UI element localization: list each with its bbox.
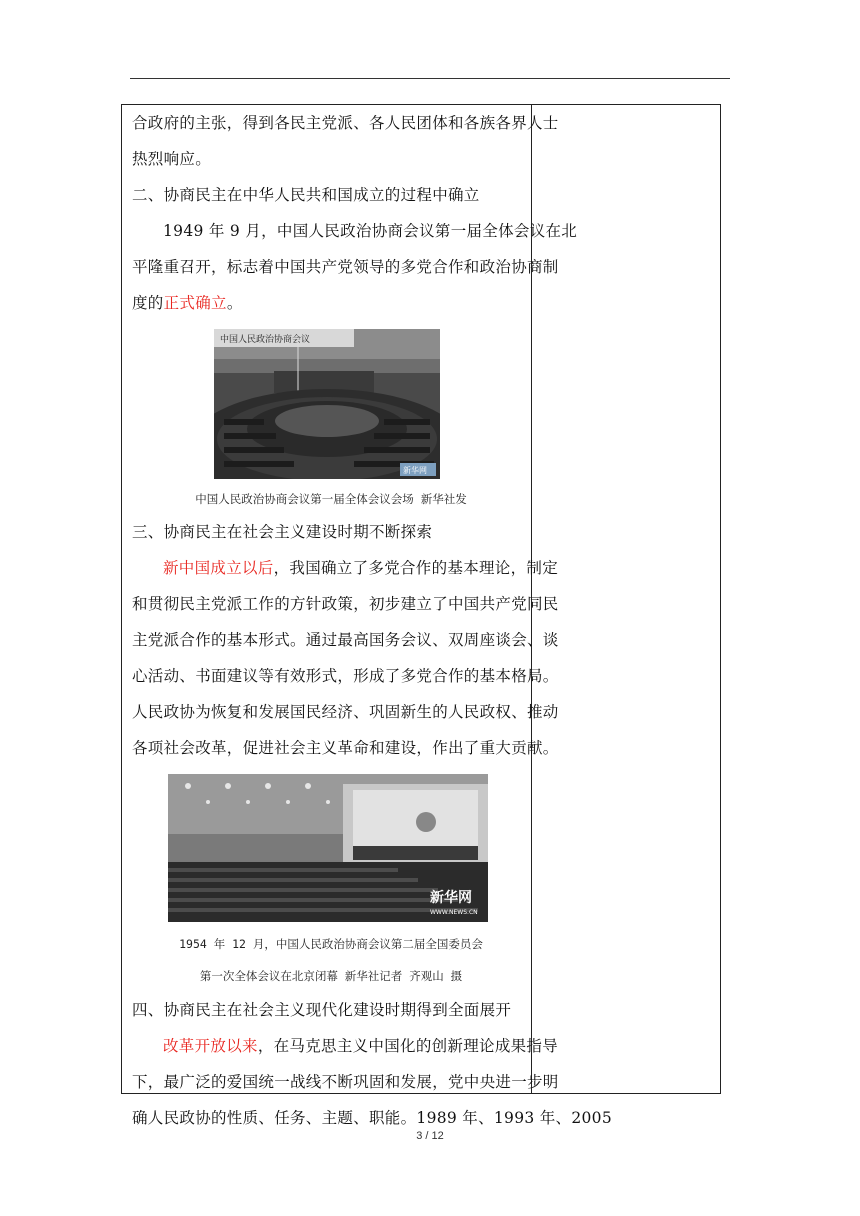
text-segment: 度的 <box>132 294 164 312</box>
photo-watermark: 新华网 <box>430 890 472 906</box>
paragraph-line <box>132 285 530 321</box>
paragraph-line: 各项社会改革，促进社会主义革命和建设，作出了重大贡献。 <box>132 739 559 757</box>
photo-caption-line-1: 1954 年 12 月，中国人民政治协商会议第二届全国委员会 <box>179 937 483 951</box>
paragraph-line <box>132 1028 559 1064</box>
section-heading-4: 四、协商民主在社会主义现代化建设时期得到全面展开 <box>132 1001 512 1019</box>
cppcc-first-session-photo <box>214 329 440 479</box>
text-segment: ，在马克思主义中国化的创新理论成果指导 <box>257 1037 559 1055</box>
photo-caption-line-2: 第一次全体会议在北京闭幕 新华社记者 齐观山 摄 <box>199 969 463 983</box>
paragraph-line: 热烈响应。 <box>132 150 212 168</box>
photo-watermark: 新华网 <box>403 466 427 475</box>
photo-watermark-url: WWW.NEWS.CN <box>430 909 478 916</box>
text-segment: 。 <box>226 294 243 312</box>
paragraph-line: 平隆重召开，标志着中国共产党领导的多党合作和政治协商制 <box>132 258 559 276</box>
paragraph-line: 下，最广泛的爱国统一战线不断巩固和发展，党中央进一步明 <box>132 1073 559 1091</box>
paragraph-line <box>132 550 559 586</box>
document-table <box>121 104 721 1127</box>
paragraph-line: 人民政协为恢复和发展国民经济、巩固新生的人民政权、推动 <box>132 703 559 721</box>
section-heading-3: 三、协商民主在社会主义建设时期不断探索 <box>132 523 433 541</box>
text-segment: ，我国确立了多党合作的基本理论，制定 <box>273 559 559 577</box>
photo-illustration <box>168 774 488 922</box>
section-heading-2: 二、协商民主在中华人民共和国成立的过程中确立 <box>132 186 480 204</box>
highlight-text: 改革开放以来 <box>163 1037 258 1055</box>
highlight-text: 新中国成立以后 <box>163 559 274 577</box>
left-column-content <box>132 105 612 1136</box>
paragraph-line: 主党派合作的基本形式。通过最高国务会议、双周座谈会、谈 <box>132 631 559 649</box>
paragraph-line: 心活动、书面建议等有效形式，形成了多党合作的基本格局。 <box>132 667 559 685</box>
paragraph-line: 确人民政协的性质、任务、主题、职能。1989 年、1993 年、2005 <box>132 1109 612 1127</box>
page-number: 3 / 12 <box>416 1130 444 1142</box>
photo-banner-text: 中国人民政治协商会议 <box>220 335 311 345</box>
paragraph-line: 1949 年 9 月，中国人民政治协商会议第一届全体会议在北 <box>163 222 578 240</box>
photo-illustration <box>214 329 440 479</box>
paragraph-line: 合政府的主张，得到各民主党派、各人民团体和各族各界人士 <box>132 114 559 132</box>
header-rule <box>130 78 730 79</box>
cppcc-second-committee-photo <box>168 774 488 922</box>
photo-caption: 中国人民政治协商会议第一届全体会议会场 新华社发 <box>195 492 467 506</box>
highlight-text: 正式确立 <box>163 294 227 312</box>
paragraph-line: 和贯彻民主党派工作的方针政策，初步建立了中国共产党同民 <box>132 595 559 613</box>
